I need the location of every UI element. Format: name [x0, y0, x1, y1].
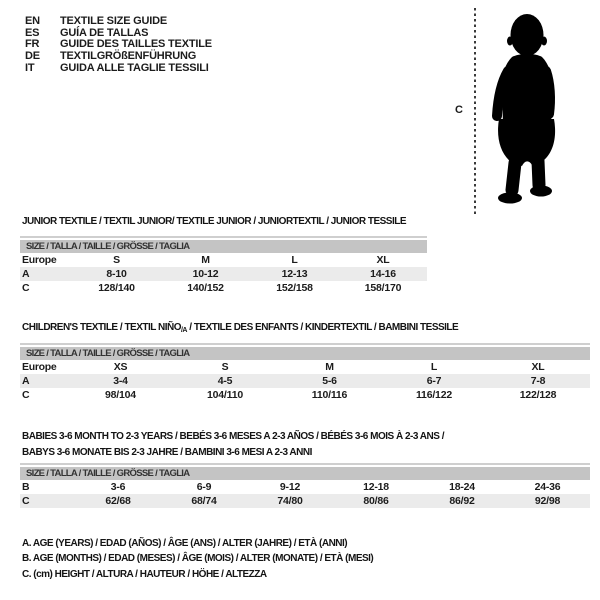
note-line-a: A. AGE (YEARS) / EDAD (AÑOS) / ÂGE (ANS) / ALTER (JAHRE) / ETÀ (ANNI): [22, 538, 348, 549]
language-code: FR: [25, 38, 40, 51]
language-code: DE: [25, 50, 40, 63]
value-cell: 158/170: [364, 282, 402, 294]
value-cell: 98/104: [105, 389, 136, 401]
value-cell: 18-24: [449, 481, 475, 493]
title-text: / TEXTILE DES ENFANTS / KINDERTEXTIL / BAMBINI TESSILE: [186, 322, 459, 333]
value-cell: 4-5: [173, 374, 277, 388]
value-cell: S: [113, 254, 120, 266]
note-line-b: B. AGE (MONTHS) / EDAD (MESES) / ÂGE (MOIS) / ALTER (MONATE) / ETÀ (MESI): [22, 553, 374, 565]
title-subscript: /A: [180, 327, 187, 334]
size-header-bar: SIZE / TALLA / TAILLE / GRÖSSE / TAGLIA: [20, 467, 590, 480]
value-cell: 140/152: [187, 282, 224, 294]
language-row: [25, 63, 212, 75]
value-cell: 24-36: [534, 481, 561, 493]
value-cell: 5-6: [277, 374, 382, 388]
value-cell: XL: [531, 361, 545, 373]
note-line-c: C. (cm) HEIGHT / ALTURA / HAUTEUR / HÖHE / ALTEZZA: [22, 568, 267, 580]
value-cell: 122/128: [519, 389, 557, 401]
value-cell: 3-6: [110, 481, 126, 493]
value-cell: 7-8: [486, 374, 590, 388]
table-row: [20, 253, 427, 267]
size-table: [20, 253, 427, 295]
table-row: [20, 374, 590, 388]
language-label: TEXTILGRÖßENFÜHRUNG: [60, 50, 197, 63]
language-label: GUIDE DES TAILLES TEXTILE: [60, 38, 212, 51]
table-row: [20, 360, 590, 374]
value-cell: 86/92: [419, 494, 505, 508]
row-label-cell: A: [20, 267, 72, 281]
height-dashed-line: [474, 8, 476, 214]
language-row: [25, 16, 212, 28]
table-row: [20, 494, 590, 508]
language-code: IT: [25, 61, 35, 74]
value-cell: 6-7: [382, 374, 486, 388]
language-label: GUIDA ALLE TAGLIE TESSILI: [60, 61, 209, 74]
table-row: [20, 388, 590, 402]
value-cell: 3-4: [68, 374, 173, 388]
value-cell: 68/74: [161, 494, 247, 508]
table-row: [20, 281, 427, 295]
value-cell: S: [221, 361, 229, 373]
language-label: TEXTILE SIZE GUIDE: [60, 15, 168, 27]
children-size-table: [20, 343, 590, 402]
row-label-cell: A: [20, 374, 68, 388]
table-row: [20, 267, 427, 281]
legend-notes: [22, 536, 373, 582]
table-topline: [20, 343, 590, 345]
value-cell: 8-10: [72, 267, 161, 281]
value-cell: 116/122: [416, 389, 452, 401]
value-cell: 9-12: [279, 481, 301, 493]
value-cell: M: [201, 254, 210, 266]
value-cell: L: [430, 361, 438, 373]
title-line1: BABIES 3-6 MONTH TO 2-3 YEARS / BEBÉS 3-6 MESES A 2-3 AÑOS / BÉBÉS 3-6 MOIS À 2-3 ANS /: [22, 431, 444, 442]
size-table: [20, 360, 590, 402]
baby-silhouette-icon: [486, 11, 566, 207]
table-row: [20, 480, 590, 494]
language-label: GUÍA DE TALLAS: [60, 26, 149, 39]
value-cell: 74/80: [247, 494, 333, 508]
row-label-cell: Europe: [22, 361, 57, 373]
junior-size-table: [20, 236, 427, 295]
size-header-bar: SIZE / TALLA / TAILLE / GRÖSSE / TAGLIA: [20, 347, 590, 360]
value-cell: L: [291, 254, 298, 266]
value-cell: 80/86: [333, 494, 419, 508]
value-cell: 104/110: [207, 389, 243, 401]
size-table: [20, 480, 590, 508]
language-code: EN: [25, 15, 40, 27]
value-cell: XS: [113, 361, 128, 373]
value-cell: 110/116: [311, 389, 348, 401]
title-line2: BABYS 3-6 MONATE BIS 2-3 JAHRE / BAMBINI 3-6 MESI A 2-3 ANNI: [22, 446, 312, 458]
height-label-c: C: [455, 104, 463, 116]
row-label-cell: Europe: [22, 254, 57, 266]
value-cell: 12-18: [363, 481, 389, 493]
value-cell: XL: [376, 254, 390, 266]
table-topline: [20, 236, 427, 238]
row-label-cell: C: [22, 389, 30, 401]
value-cell: 92/98: [505, 494, 590, 508]
babies-size-table: [20, 463, 590, 508]
value-cell: 152/158: [276, 282, 313, 294]
language-list: [25, 16, 212, 75]
row-label-cell: C: [20, 494, 75, 508]
value-cell: 128/140: [98, 282, 135, 294]
section-title-junior: JUNIOR TEXTILE / TEXTIL JUNIOR/ TEXTILE JUNIOR / JUNIORTEXTIL / JUNIOR TESSILE: [22, 216, 407, 227]
section-title-babies: [22, 429, 444, 460]
value-cell: M: [325, 361, 334, 373]
value-cell: 12-13: [250, 267, 339, 281]
value-cell: 10-12: [161, 267, 250, 281]
section-title-children: [22, 320, 458, 339]
row-label-cell: B: [22, 481, 30, 493]
row-label-cell: C: [22, 282, 30, 294]
title-text: CHILDREN'S TEXTILE / TEXTIL NIÑO: [22, 322, 181, 333]
value-cell: 62/68: [75, 494, 161, 508]
language-code: ES: [25, 26, 40, 39]
value-cell: 14-16: [339, 267, 427, 281]
value-cell: 6-9: [196, 481, 212, 493]
table-topline: [20, 463, 590, 465]
size-header-bar: SIZE / TALLA / TAILLE / GRÖSSE / TAGLIA: [20, 240, 427, 253]
